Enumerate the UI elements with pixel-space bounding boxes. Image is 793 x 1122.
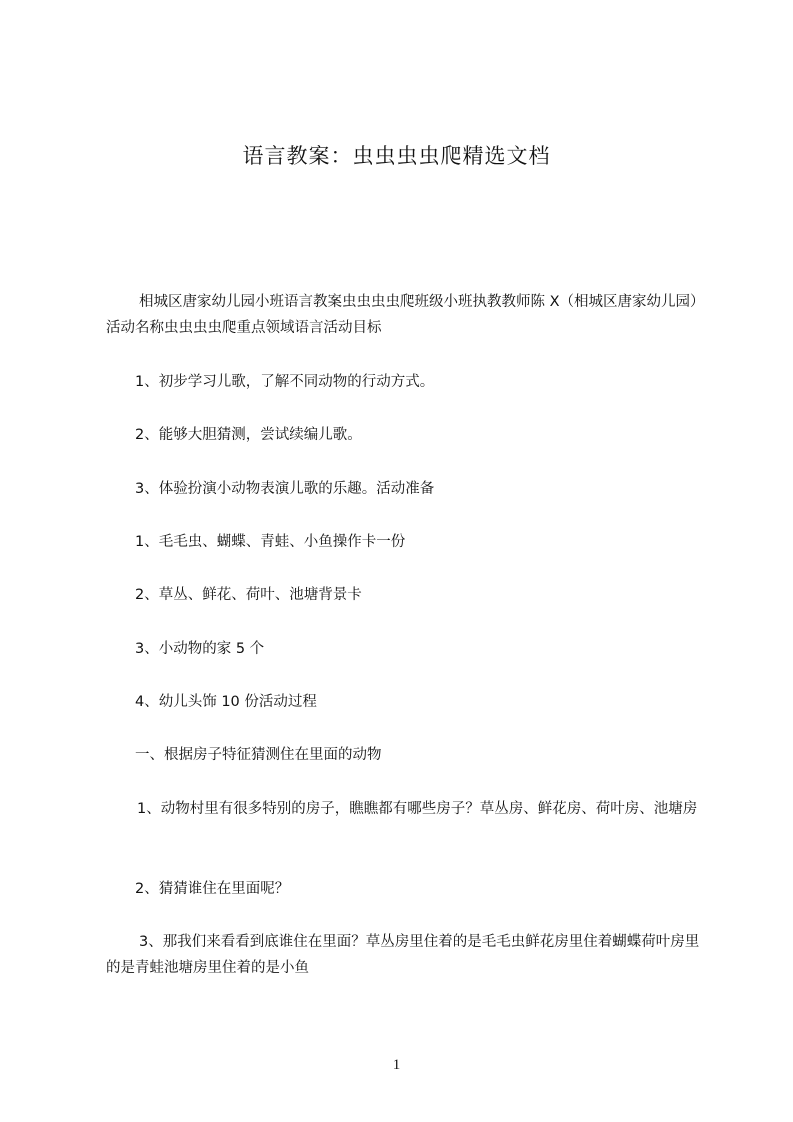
- document-title: 语言教案：虫虫虫虫爬精选文档: [242, 144, 551, 168]
- paragraph-prep-3: 3、小动物的家 5 个: [135, 641, 265, 657]
- paragraph-prep-2: 2、草丛、鲜花、荷叶、池塘背景卡: [135, 587, 362, 603]
- paragraph-step-3: 3、那我们来看看到底谁住在里面？草丛房里住着的是毛毛虫鲜花房里住着蝴蝶荷叶房里的是青蛙池塘房里住着的是小鱼: [106, 934, 700, 976]
- paragraph-goal-3: 3、体验扮演小动物表演儿歌的乐趣。活动准备: [135, 481, 435, 497]
- page-number: 1: [392, 1057, 401, 1073]
- paragraph-intro: 相城区唐家幼儿园小班语言教案虫虫虫虫爬班级小班执教教师陈 X（相城区唐家幼儿园）活动名称虫虫虫虫爬重点领域语言活动目标: [106, 294, 698, 336]
- section-heading-1: 一、根据房子特征猜测住在里面的动物: [135, 747, 382, 763]
- paragraph-step-2: 2、猜猜谁住在里面呢？: [135, 881, 290, 897]
- paragraph-prep-4: 4、幼儿头饰 10 份活动过程: [135, 694, 317, 710]
- paragraph-goal-1: 1、初步学习儿歌，了解不同动物的行动方式。: [135, 374, 435, 390]
- paragraph-step-1: 1、动物村里有很多特别的房子，瞧瞧都有哪些房子？草丛房、鲜花房、荷叶房、池塘房: [137, 801, 698, 817]
- paragraph-prep-1: 1、毛毛虫、蝴蝶、青蛙、小鱼操作卡一份: [135, 534, 406, 550]
- paragraph-goal-2: 2、能够大胆猜测，尝试续编儿歌。: [135, 427, 362, 443]
